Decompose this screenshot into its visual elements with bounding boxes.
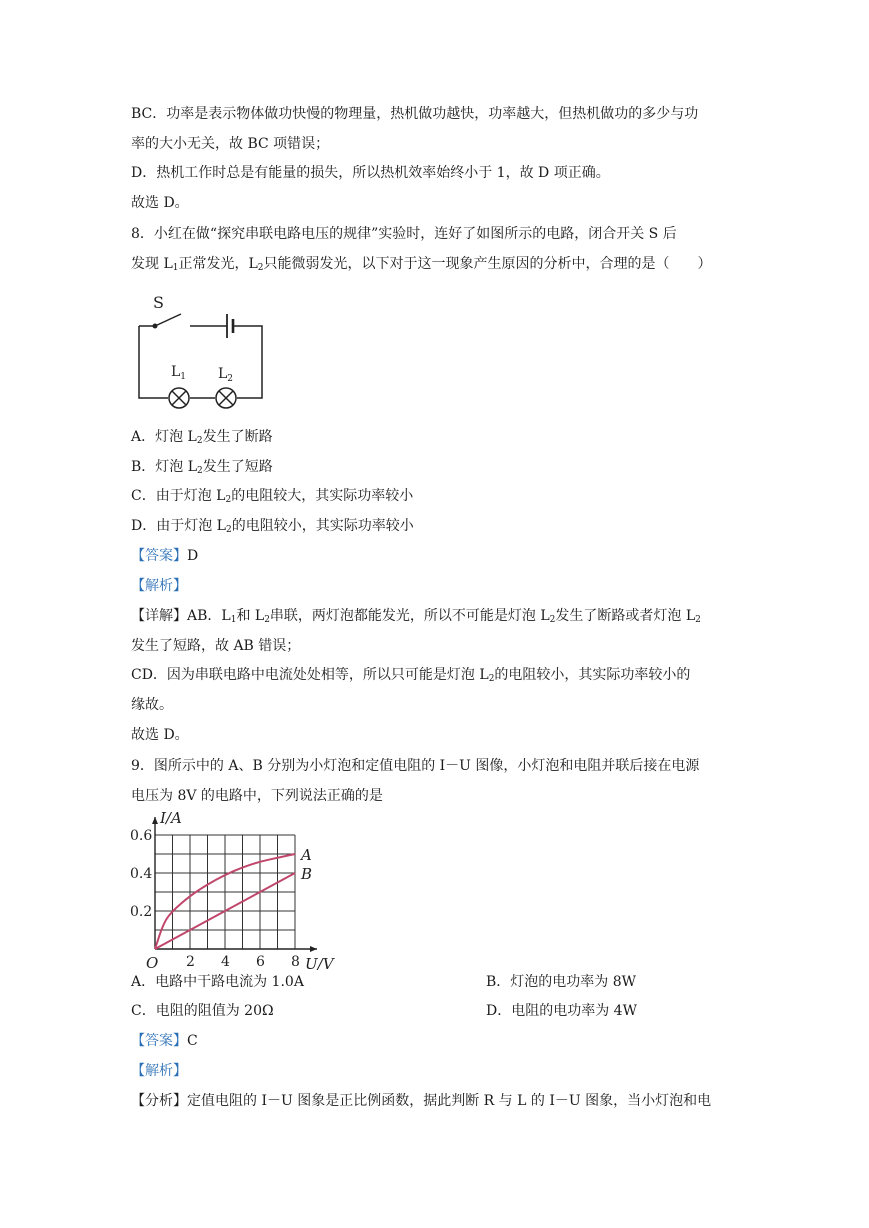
iu-chart bbox=[128, 810, 348, 970]
detail-8-3: CD．因为串联电路中电流处处相等，所以只可能是灯泡 $L_2$的电阻较小，其实际功率较小的 bbox=[131, 667, 691, 684]
detail-8-1: 【详解】AB．$L_1$和 $L_2$串联，两灯泡都能发光，所以不可能是灯泡 $L_2$发生了断路或者灯泡 $L_2$ bbox=[131, 608, 701, 625]
x-tick-label: 4 bbox=[221, 954, 230, 970]
option-d: D．由于灯泡 $L_2$的电阻较小，其实际功率较小 bbox=[131, 518, 414, 535]
y-axis-arrow bbox=[152, 817, 158, 824]
option-b: B．灯泡 $L_2$发生了短路 bbox=[131, 459, 273, 476]
text-line: D．热机工作时总是有能量的损失，所以热机效率始终小于 1，故 D 项正确。 bbox=[131, 165, 610, 181]
x-tick-label: 8 bbox=[291, 954, 300, 970]
option-a: A．灯泡 $L_2$发生了断路 bbox=[131, 429, 273, 446]
answer-9: 【答案】C bbox=[131, 1033, 198, 1049]
answer-8: 【答案】D bbox=[131, 548, 199, 564]
option-c: C．电阻的阻值为 20Ω bbox=[131, 1003, 274, 1019]
series-label-A: A bbox=[301, 846, 312, 864]
y-tick-label: 0.6 bbox=[130, 828, 153, 844]
question-9-stem-2: 电压为 8V 的电路中，下列说法正确的是 bbox=[131, 788, 383, 804]
y-axis-label: I/A bbox=[160, 810, 182, 827]
option-d: D．电阻的电功率为 4W bbox=[486, 1003, 637, 1019]
y-tick-label: 0.2 bbox=[130, 904, 153, 920]
text-line: 率的大小无关，故 BC 项错误； bbox=[131, 136, 330, 152]
x-tick-label: 6 bbox=[256, 954, 265, 970]
lamp2-label: $L_2$ bbox=[218, 366, 234, 384]
x-axis-arrow bbox=[310, 946, 317, 952]
analysis-8: 【解析】 bbox=[131, 578, 187, 594]
x-axis-label: U/V bbox=[305, 955, 334, 970]
option-b: B．灯泡的电功率为 8W bbox=[486, 974, 637, 990]
detail-8-4: 缘故。 bbox=[131, 697, 173, 713]
analysis-9: 【解析】 bbox=[131, 1063, 187, 1079]
origin-label: O bbox=[146, 954, 159, 970]
conclusion-8: 故选 D。 bbox=[131, 727, 189, 743]
detail-8-2: 发生了短路，故 AB 错误； bbox=[131, 638, 301, 654]
lamp1-label: $L_1$ bbox=[171, 364, 187, 382]
x-tick-label: 2 bbox=[186, 954, 195, 970]
series-label-B: B bbox=[301, 865, 313, 883]
y-tick-label: 0.4 bbox=[130, 866, 153, 882]
text-line: BC．功率是表示物体做功快慢的物理量，热机做功越快，功率越大，但热机做功的多少与功 bbox=[131, 106, 699, 122]
option-a: A．电路中干路电流为 1.0A bbox=[131, 974, 304, 990]
question-8-stem-2: 发现 $L_1$正常发光，$L_2$只能微弱发光，以下对于这一现象产生原因的分析中，合理的是（ ） bbox=[131, 256, 712, 273]
circuit-diagram bbox=[135, 288, 270, 413]
option-c: C．由于灯泡 $L_2$的电阻较大，其实际功率较小 bbox=[131, 488, 414, 505]
question-8-stem: 8．小红在做“探究串联电路电压的规律”实验时，连好了如图所示的电路，闭合开关 S 后 bbox=[131, 226, 677, 242]
text-line: 故选 D。 bbox=[131, 195, 189, 211]
fenxi-9: 【分析】定值电阻的 I－U 图象是正比例函数，据此判断 R 与 L 的 I－U 图象，当小灯泡和电 bbox=[131, 1093, 712, 1109]
question-9-stem: 9．图所示中的 A、B 分别为小灯泡和定值电阻的 I－U 图像，小灯泡和电阻并联后接在电源 bbox=[131, 758, 700, 774]
switch-label: S bbox=[153, 293, 164, 312]
